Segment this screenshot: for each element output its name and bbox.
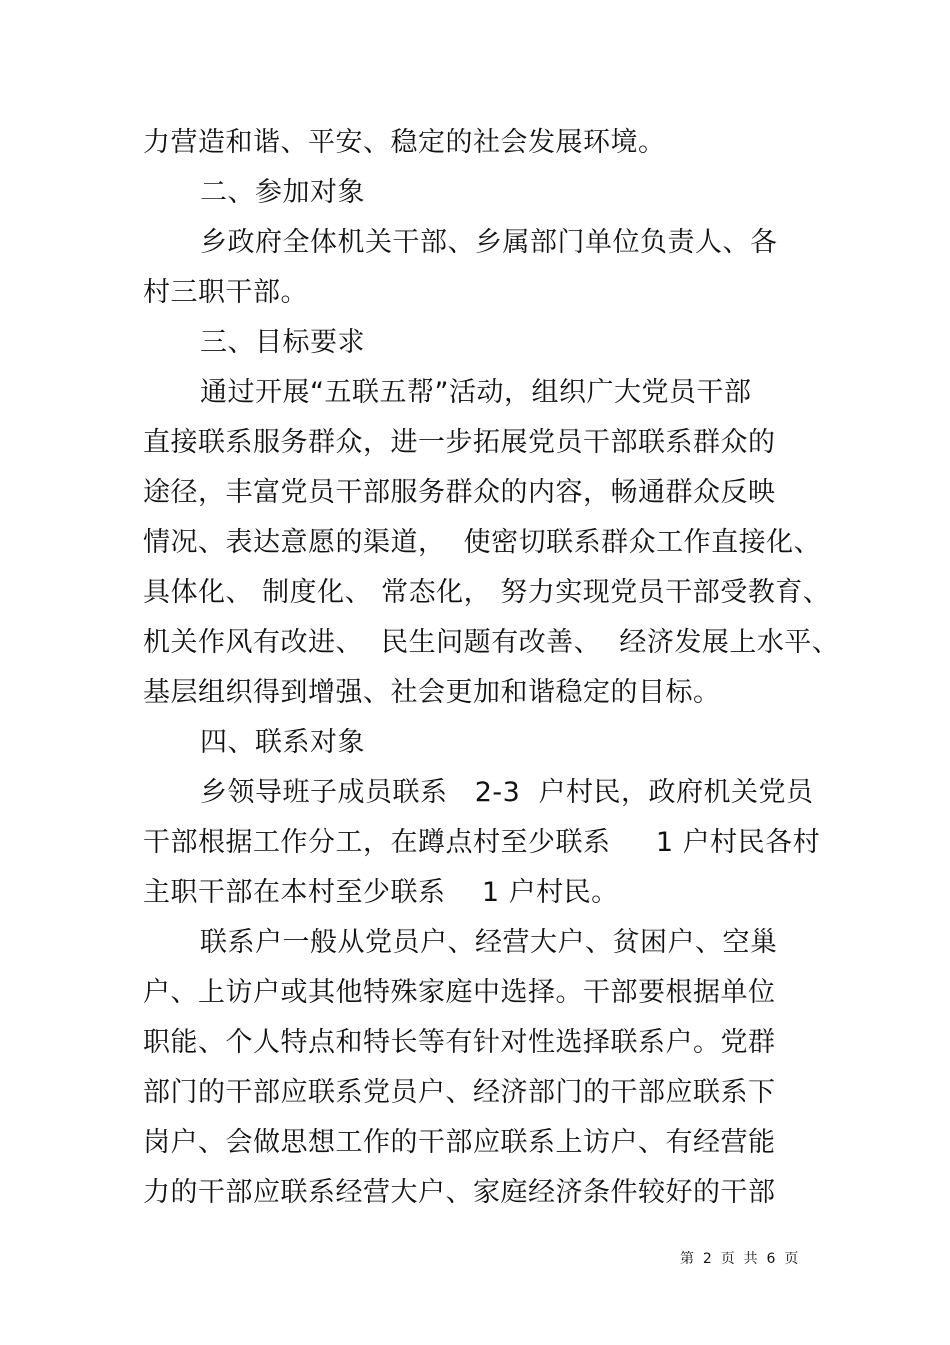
text-line: 户、上访户或其他特殊家庭中选择。干部要根据单位	[143, 977, 776, 1008]
text-line: 机关作风有改进、 民生问题有改善、 经济发展上水平、	[143, 627, 840, 658]
text-line: 基层组织得到增强、社会更加和谐稳定的目标。	[143, 677, 721, 708]
text-line: 通过开展“五联五帮”活动，组织广大党员干部	[200, 377, 752, 408]
text-line: 村三职干部。	[143, 277, 308, 308]
text-line: 情况、表达意愿的渠道， 使密切联系群众工作直接化、	[143, 527, 822, 558]
page-number: 第 2 页 共 6 页	[680, 1251, 799, 1267]
text-line: 主职干部在本村至少联系 1 户村民。	[143, 877, 619, 908]
text-line: 乡领导班子成员联系 2-3 户村民，政府机关党员	[200, 777, 814, 808]
text-line: 职能、个人特点和特长等有针对性选择联系户。党群	[143, 1027, 776, 1058]
text-line: 途径，丰富党员干部服务群众的内容，畅通群众反映	[143, 477, 776, 508]
text-line: 部门的干部应联系党员户、经济部门的干部应联系下	[143, 1077, 776, 1108]
section-heading: 二、参加对象	[200, 177, 365, 208]
section-heading: 三、目标要求	[200, 327, 365, 358]
section-heading: 四、联系对象	[200, 727, 365, 758]
text-line: 乡政府全体机关干部、乡属部门单位负责人、各	[200, 227, 778, 258]
text-line: 联系户一般从党员户、经营大户、贫困户、空巢	[200, 927, 778, 958]
text-line: 具体化、 制度化、 常态化， 努力实现党员干部受教育、	[143, 577, 831, 608]
text-line: 干部根据工作分工，在蹲点村至少联系 1 户村民各村	[143, 827, 821, 858]
text-line: 直接联系服务群众，进一步拓展党员干部联系群众的	[143, 427, 776, 458]
text-line: 力营造和谐、平安、稳定的社会发展环境。	[143, 127, 666, 158]
text-line: 岗户、会做思想工作的干部应联系上访户、有经营能	[143, 1127, 776, 1158]
text-line: 力的干部应联系经营大户、家庭经济条件较好的干部	[143, 1177, 776, 1208]
